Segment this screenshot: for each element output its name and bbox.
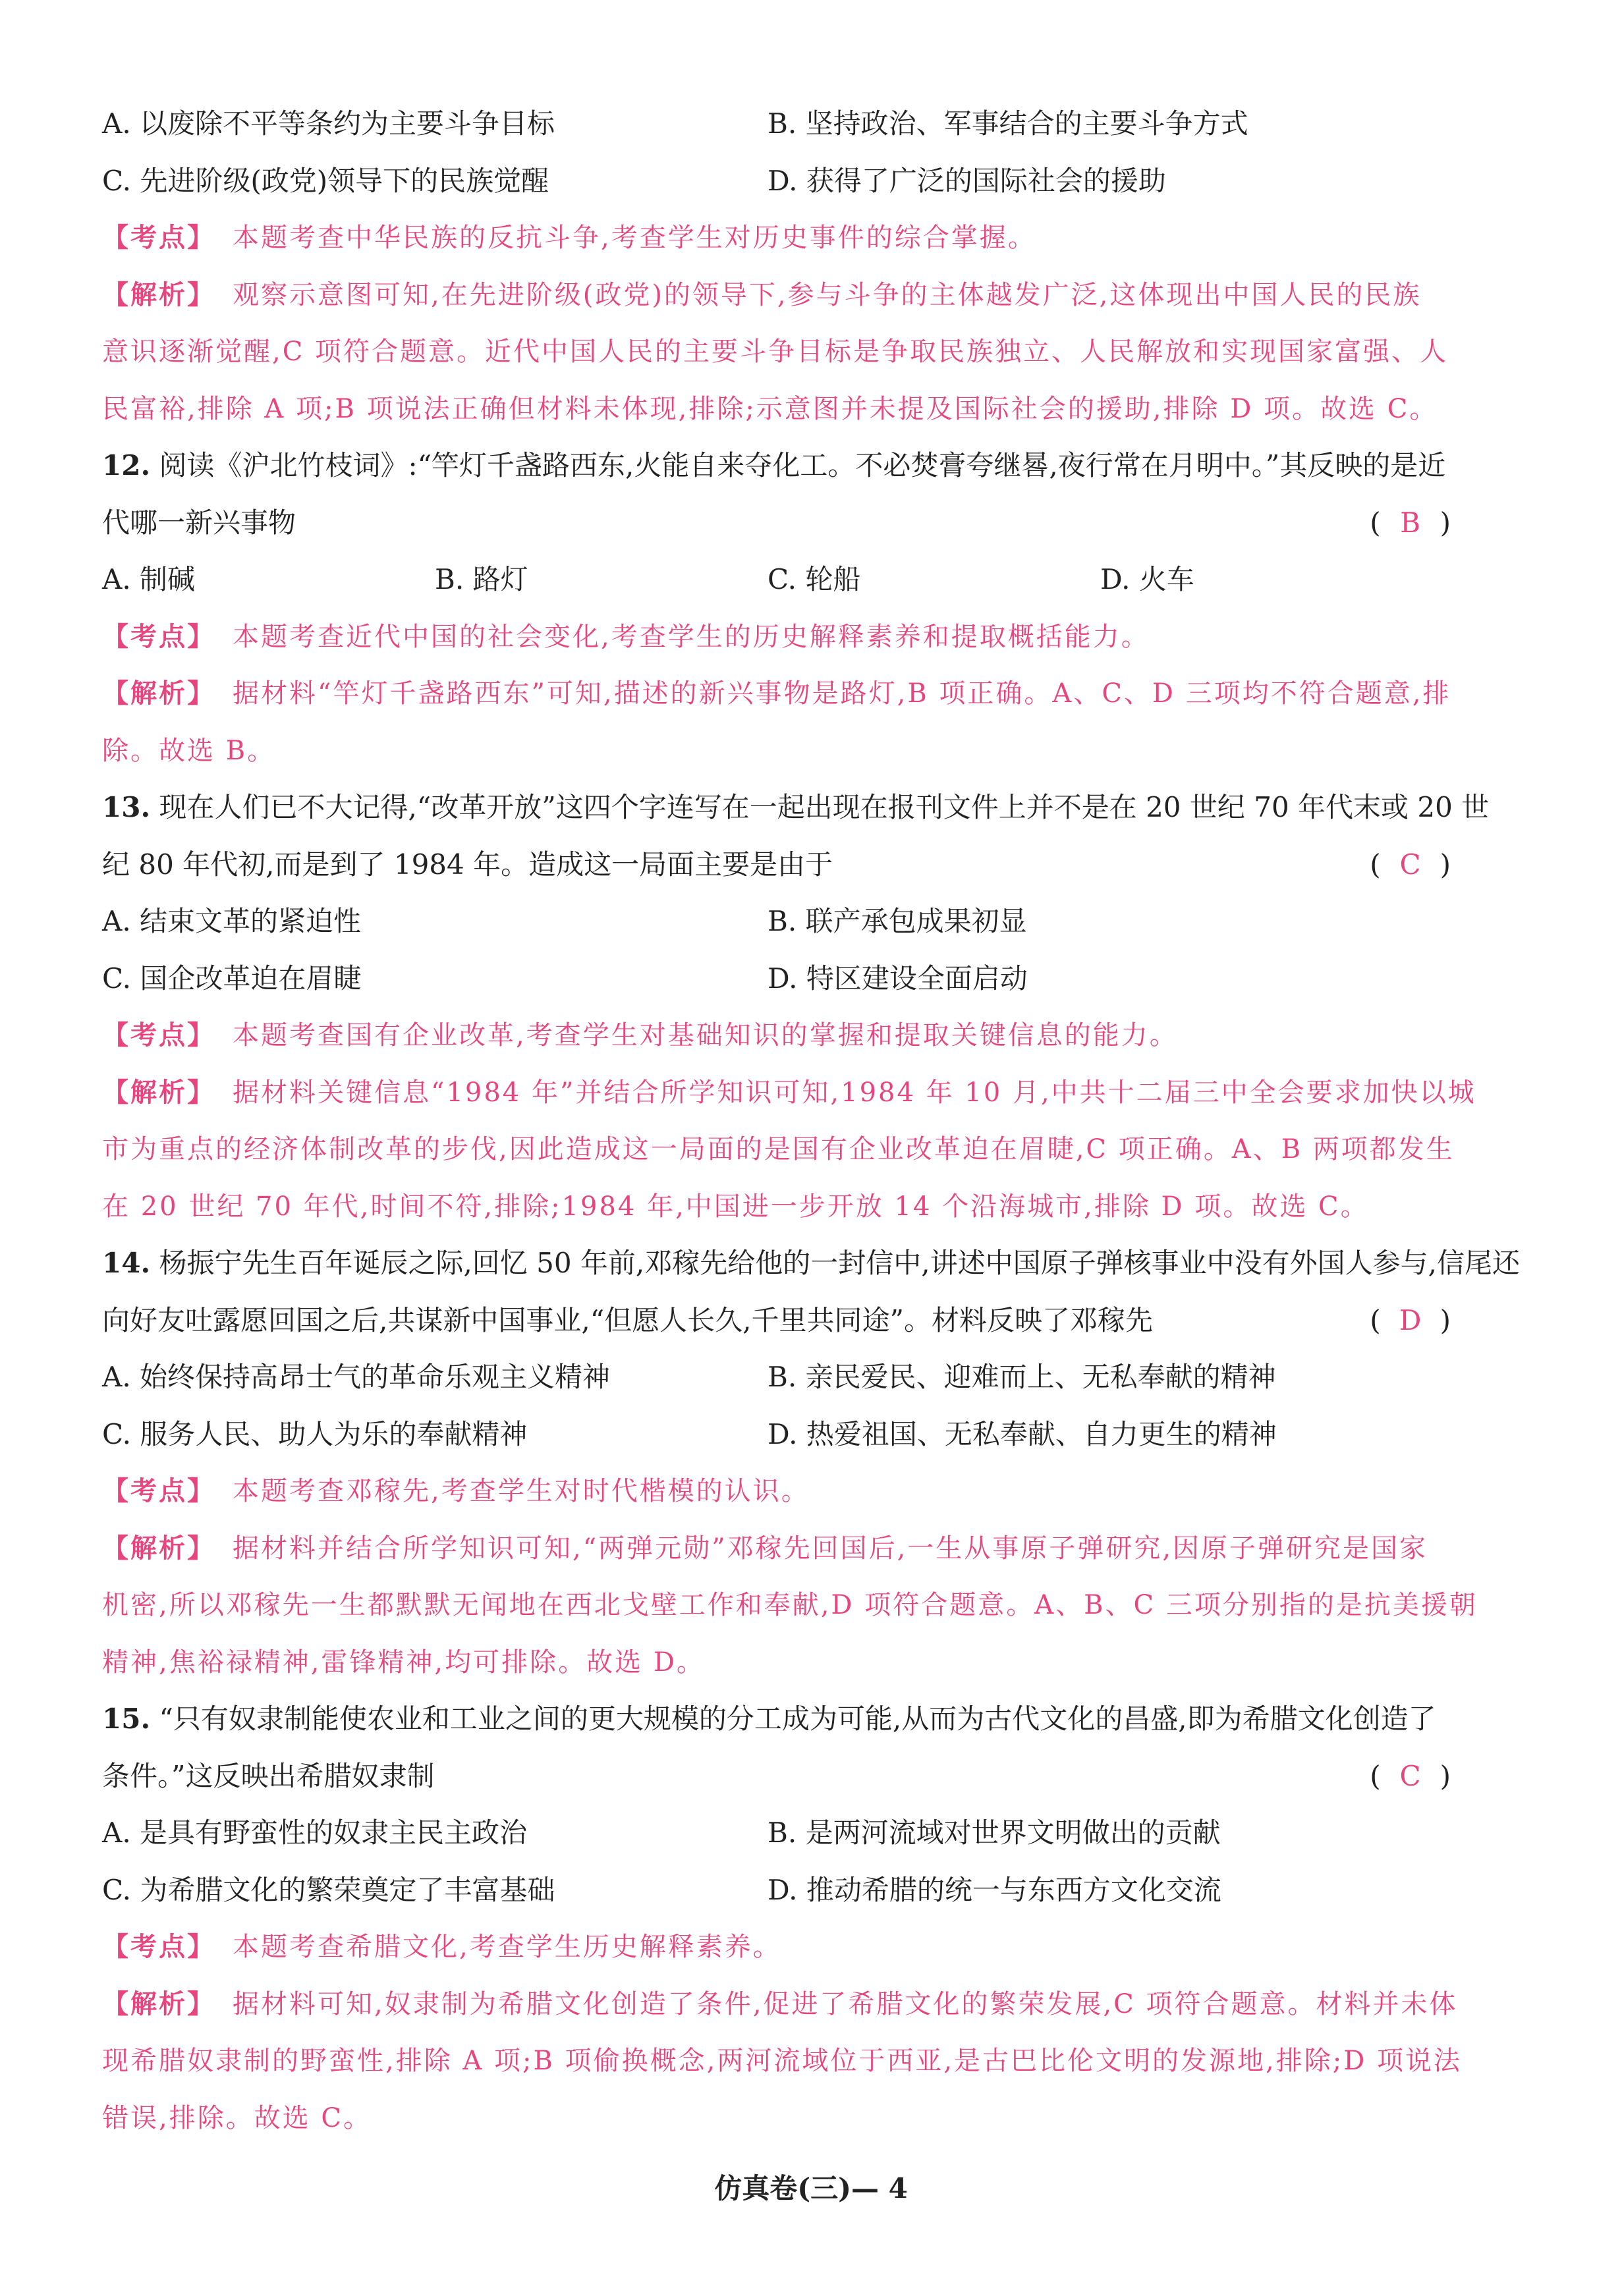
question-stem <box>102 437 1470 495</box>
option-a: A. 制碱 <box>102 563 196 595</box>
option-c: C. 国企改革迫在眉睫 <box>102 962 362 995</box>
stem-text: “只有奴隶制能使农业和工业之间的更大规模的分工成为可能,从而为古代文化的昌盛,即为希腊文化创造了 <box>159 1703 1436 1735</box>
jiexi-line <box>102 1520 1470 1577</box>
question-number: 14. <box>102 1247 151 1279</box>
jiexi-text: 据材料“竿灯千盏路西东”可知,描述的新兴事物是路灯,B 项正确。A、C、D 三项均不符合题意,排 <box>233 678 1451 709</box>
option-d: D. 推动希腊的统一与东西方文化交流 <box>768 1873 1221 1906</box>
question-number: 12. <box>102 449 151 481</box>
question-stem <box>102 1691 1470 1748</box>
kaodian-label: 【考点】 <box>102 1475 215 1506</box>
question-stem <box>102 495 1470 552</box>
question-stem <box>102 1235 1520 1292</box>
option-d: D. 热爱祖国、无私奉献、自力更生的精神 <box>768 1417 1277 1450</box>
question-stem <box>102 1292 1470 1350</box>
options-row <box>102 1805 1470 1862</box>
options-row <box>102 153 1470 210</box>
jiexi-label: 【解析】 <box>102 279 215 310</box>
answer-bracket: ( B ) <box>1370 495 1451 552</box>
jiexi-text: 观察示意图可知,在先进阶级(政党)的领导下,参与斗争的主体越发广泛,这体现出中国人民的民族 <box>233 279 1422 310</box>
options-row <box>102 893 1470 950</box>
jiexi-line <box>102 1064 1476 1122</box>
jiexi-line: 在 20 世纪 70 年代,时间不符,排除;1984 年,中国进一步开放 14 个沿海城市,排除 D 项。故选 C。 <box>102 1191 1369 1222</box>
answer-letter: C <box>1399 1759 1421 1792</box>
kaodian-text: 本题考查中华民族的反抗斗争,考查学生对历史事件的综合掌握。 <box>233 223 1036 253</box>
stem-text: 纪 80 年代初,而是到了 1984 年。造成这一局面主要是由于 <box>102 848 833 881</box>
option-a: A. 结束文革的紧迫性 <box>102 905 362 937</box>
jiexi-line <box>102 1976 1470 2033</box>
kaodian-line <box>102 1919 1470 1976</box>
page-footer: 仿真卷(三)— 4 <box>714 2172 908 2204</box>
kaodian-label: 【考点】 <box>102 222 215 253</box>
question-number: 13. <box>102 791 151 823</box>
question-stem <box>102 779 1490 836</box>
option-c: C. 轮船 <box>768 563 861 595</box>
option-c: C. 服务人民、助人为乐的奉献精神 <box>102 1417 528 1450</box>
kaodian-line <box>102 209 1470 267</box>
option-a: A. 始终保持高昂士气的革命乐观主义精神 <box>102 1361 611 1393</box>
jiexi-line: 意识逐渐觉醒,C 项符合题意。近代中国人民的主要斗争目标是争取民族独立、人民解放和实现国家富强、人 <box>102 337 1449 367</box>
jiexi-line: 错误,排除。故选 C。 <box>102 2102 372 2133</box>
answer-bracket: ( D ) <box>1370 1292 1451 1350</box>
options-row <box>102 1406 1470 1463</box>
kaodian-label: 【考点】 <box>102 620 215 652</box>
stem-text: 向好友吐露愿回国之后,共谋新中国事业,“但愿人长久,千里共同途”。材料反映了邓稼先 <box>102 1303 1153 1336</box>
stem-text: 条件。”这反映出希腊奴隶制 <box>102 1759 435 1792</box>
jiexi-text: 据材料关键信息“1984 年”并结合所学知识可知,1984 年 10 月,中共十二届三中全会要求加快以城 <box>233 1077 1476 1108</box>
option-c: C. 为希腊文化的繁荣奠定了丰富基础 <box>102 1873 555 1906</box>
option-b: B. 亲民爱民、迎难而上、无私奉献的精神 <box>768 1361 1276 1393</box>
kaodian-text: 本题考查国有企业改革,考查学生对基础知识的掌握和提取关键信息的能力。 <box>233 1020 1178 1051</box>
jiexi-label: 【解析】 <box>102 1988 215 2019</box>
kaodian-line <box>102 1463 1470 1520</box>
options-row <box>102 96 1470 153</box>
jiexi-line: 民富裕,排除 A 项;B 项说法正确但材料未体现,排除;示意图并未提及国际社会的援助,排除 D 项。故选 C。 <box>102 393 1438 424</box>
kaodian-label: 【考点】 <box>102 1020 215 1051</box>
option-b: B. 联产承包成果初显 <box>768 905 1027 937</box>
answer-bracket: ( C ) <box>1370 836 1451 894</box>
jiexi-label: 【解析】 <box>102 1532 215 1564</box>
option-d: D. 获得了广泛的国际社会的援助 <box>768 164 1166 197</box>
option-a: A. 是具有野蛮性的奴隶主民主政治 <box>102 1817 528 1849</box>
jiexi-line: 机密,所以邓稼先一生都默默无闻地在西北戈壁工作和奉献,D 项符合题意。A、B、C 三项分别指的是抗美援朝 <box>102 1590 1478 1620</box>
stem-text: 代哪一新兴事物 <box>102 506 296 539</box>
question-stem <box>102 1748 1470 1805</box>
options-row <box>102 551 1470 609</box>
option-b: B. 坚持政治、军事结合的主要斗争方式 <box>768 107 1248 140</box>
option-d: D. 火车 <box>1100 563 1194 595</box>
jiexi-line: 市为重点的经济体制改革的步伐,因此造成这一局面的是国有企业改革迫在眉睫,C 项正确。A、B 两项都发生 <box>102 1134 1455 1164</box>
option-c: C. 先进阶级(政党)领导下的民族觉醒 <box>102 164 549 197</box>
option-d: D. 特区建设全面启动 <box>768 962 1028 995</box>
question-stem <box>102 836 1470 894</box>
stem-text: 阅读《沪北竹枝词》:“竿灯千盏路西东,火能自来夺化工。不必焚膏夸继晷,夜行常在月明中。”其反映的是近 <box>159 449 1446 481</box>
option-a: A. 以废除不平等条约为主要斗争目标 <box>102 107 555 140</box>
kaodian-label: 【考点】 <box>102 1931 215 1962</box>
jiexi-line <box>102 665 1470 723</box>
answer-letter: D <box>1399 1303 1422 1336</box>
options-row <box>102 1349 1470 1406</box>
kaodian-text: 本题考查近代中国的社会变化,考查学生的历史解释素养和提取概括能力。 <box>233 621 1150 652</box>
kaodian-line <box>102 1007 1470 1064</box>
jiexi-label: 【解析】 <box>102 1076 215 1108</box>
jiexi-text: 据材料并结合所学知识可知,“两弹元勋”邓稼先回国后,一生从事原子弹研究,因原子弹研究是国家 <box>233 1533 1428 1564</box>
jiexi-line: 除。故选 B。 <box>102 735 276 766</box>
options-row <box>102 950 1470 1008</box>
stem-text: 杨振宁先生百年诞辰之际,回忆 50 年前,邓稼先给他的一封信中,讲述中国原子弹核事业中没有外国人参与,信尾还 <box>159 1247 1520 1279</box>
jiexi-line: 精神,焦裕禄精神,雷锋精神,均可排除。故选 D。 <box>102 1647 705 1678</box>
jiexi-text: 据材料可知,奴隶制为希腊文化创造了条件,促进了希腊文化的繁荣发展,C 项符合题意。材料并未体 <box>233 1988 1458 2019</box>
option-b: B. 是两河流域对世界文明做出的贡献 <box>768 1817 1221 1849</box>
kaodian-text: 本题考查希腊文化,考查学生历史解释素养。 <box>233 1932 781 1962</box>
kaodian-text: 本题考查邓稼先,考查学生对时代楷模的认识。 <box>233 1476 810 1506</box>
option-b: B. 路灯 <box>435 563 528 595</box>
answer-bracket: ( C ) <box>1370 1748 1451 1805</box>
answer-letter: B <box>1400 506 1421 539</box>
jiexi-line: 现希腊奴隶制的野蛮性,排除 A 项;B 项偷换概念,两河流域位于西亚,是古巴比伦文明的发源地,排除;D 项说法 <box>102 2046 1463 2076</box>
kaodian-line <box>102 609 1470 666</box>
jiexi-line <box>102 267 1470 324</box>
jiexi-label: 【解析】 <box>102 678 215 709</box>
stem-text: 现在人们已不大记得,“改革开放”这四个字连写在一起出现在报刊文件上并不是在 20 世纪 70 年代末或 20 世 <box>159 791 1490 823</box>
answer-letter: C <box>1399 848 1421 881</box>
options-row <box>102 1862 1470 1919</box>
question-number: 15. <box>102 1703 151 1735</box>
